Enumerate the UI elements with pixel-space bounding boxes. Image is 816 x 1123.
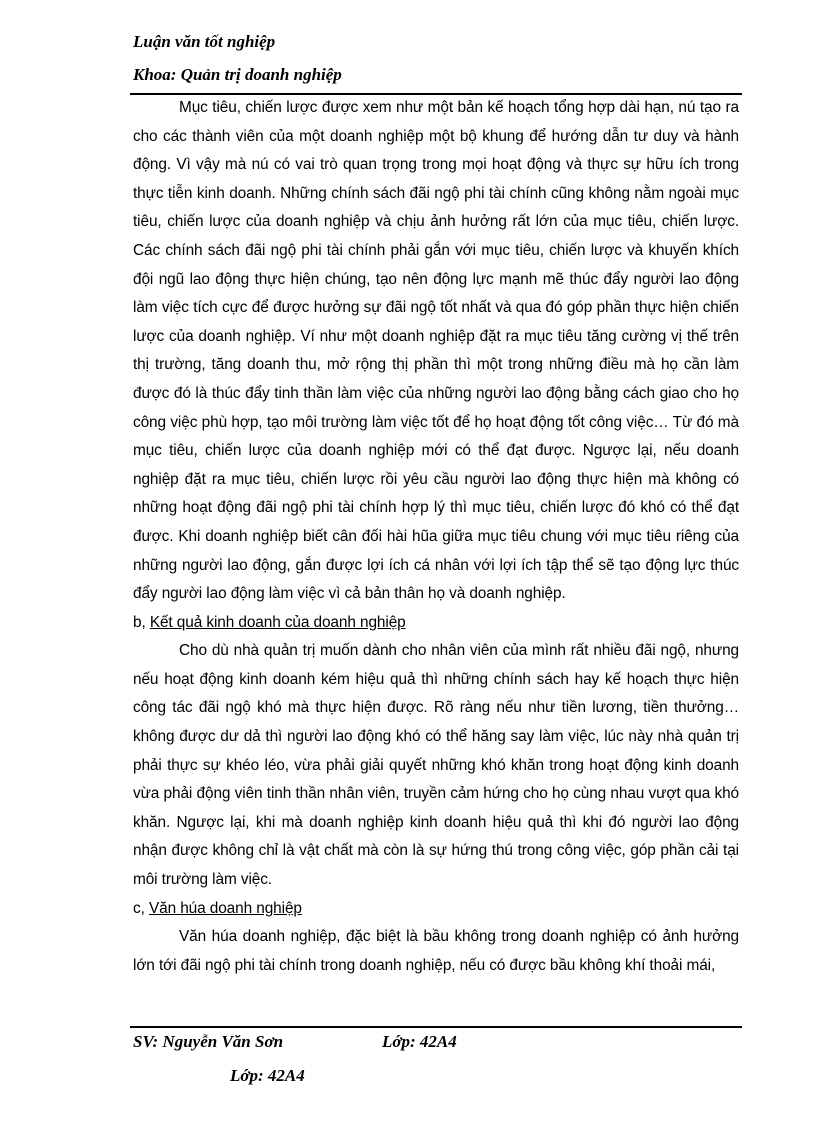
paragraph-objectives: Mục tiêu, chiến lược được xem như một bản kế hoạch tổng hợp dài hạn, nú tạo ra cho các thành viên của một doanh nghiệp một bộ khung để hướng dẫn tư duy và hành động. Vì vậy mà nú có vai trò quan trọng trong mọi hoạt động và thực sự hữu ích trong thực tiễn kinh doanh. Những chính sách đãi ngộ phi tài chính cũng không nằm ngoài mục tiêu, chiến lược của doanh nghiệp và chịu ảnh hưởng rất lớn của mục tiêu, chiến lược. Các chính sách đãi ngộ phi tài chính phải gắn với mục tiêu, chiến lược và khuyến khích đội ngũ lao động thực hiện chúng, tạo nên động lực mạnh mẽ thúc đẩy người lao động làm việc tích cực để được hưởng sự đãi ngộ tốt nhất và qua đó góp phần thực hiện chiến lược của doanh nghiệp. Ví như một doanh nghiệp đặt ra mục tiêu tăng cường vị thế trên thị trường, tăng doanh thu, mở rộng thị phần thì một trong những điều mà họ cần làm được đó là thúc đẩy tinh thần làm việc của những người lao động bằng cách giao cho họ công việc phù hợp, tạo môi trường làm việc tốt để họ hoạt động tốt công việc… Từ đó mà mục tiêu, chiến lược của doanh nghiệp mới có thể đạt được. Ngược lại, nếu doanh nghiệp đặt ra mục tiêu, chiến lược rồi yêu cầu người lao động thực hiện mà không có những hoạt động đãi ngộ phi tài chính hợp lý thì mục tiêu, chiến lược đó khó có thể đạt được. Khi doanh nghiệp biết cân đối hài hũa giữa mục tiêu chung với mục tiêu riêng của những người lao động, gắn được lợi ích cá nhân với lợi ích tập thể sẽ tạo động lực thúc đẩy người lao động làm việc vì cả bản thân họ và doanh nghiệp.: [133, 99, 739, 603]
section-b-prefix: b,: [133, 613, 150, 631]
section-b-title: Kết quả kinh doanh của doanh nghiệp: [149, 613, 406, 631]
footer-divider: [130, 1026, 742, 1028]
footer-student-name: SV: Nguyễn Văn Sơn: [133, 1032, 284, 1051]
footer-class-repeat: Lớp: 42A4: [230, 1066, 305, 1085]
section-heading-c: [133, 895, 739, 924]
section-c-prefix: c,: [133, 899, 149, 917]
paragraph-business-results: Cho dù nhà quản trị muốn dành cho nhân viên của mình rất nhiều đãi ngộ, nhưng nếu hoạt động kinh doanh kém hiệu quả thì những chính sách hay kế hoạch thực hiện công tác đãi ngộ khó mà thực hiện được. Rõ ràng nếu như tiền lương, tiền thưởng… không được dư dả thì người lao động khó có thể hăng say làm việc, lúc này nhà quản trị phải thực sự khéo léo, vừa phải giải quyết những khó khăn trong hoạt động kinh doanh vừa phải động viên tinh thần nhân viên, truyền cảm hứng cho họ cùng nhau vượt qua khó khăn. Ngược lại, khi mà doanh nghiệp kinh doanh hiệu quả thì khi đó người lao động nhận được không chỉ là vật chất mà còn là sự hứng thú trong công việc, góp phần cải tại môi trường làm việc.: [133, 642, 739, 889]
footer-class: Lớp: 42A4: [382, 1032, 457, 1051]
document-body: [133, 94, 739, 980]
header-thesis-title: Luận văn tốt nghiệp: [133, 32, 276, 51]
header-faculty: Khoa: Quản trị doanh nghiệp: [133, 65, 342, 84]
section-heading-b: [133, 609, 739, 638]
paragraph-corporate-culture: Văn húa doanh nghiệp, đặc biệt là bầu không trong doanh nghiệp có ảnh hưởng lớn tới đãi ngộ phi tài chính trong doanh nghiệp, nếu có được bầu không khí thoải mái,: [133, 928, 739, 974]
section-c-title: Văn húa doanh nghiệp: [148, 899, 302, 917]
